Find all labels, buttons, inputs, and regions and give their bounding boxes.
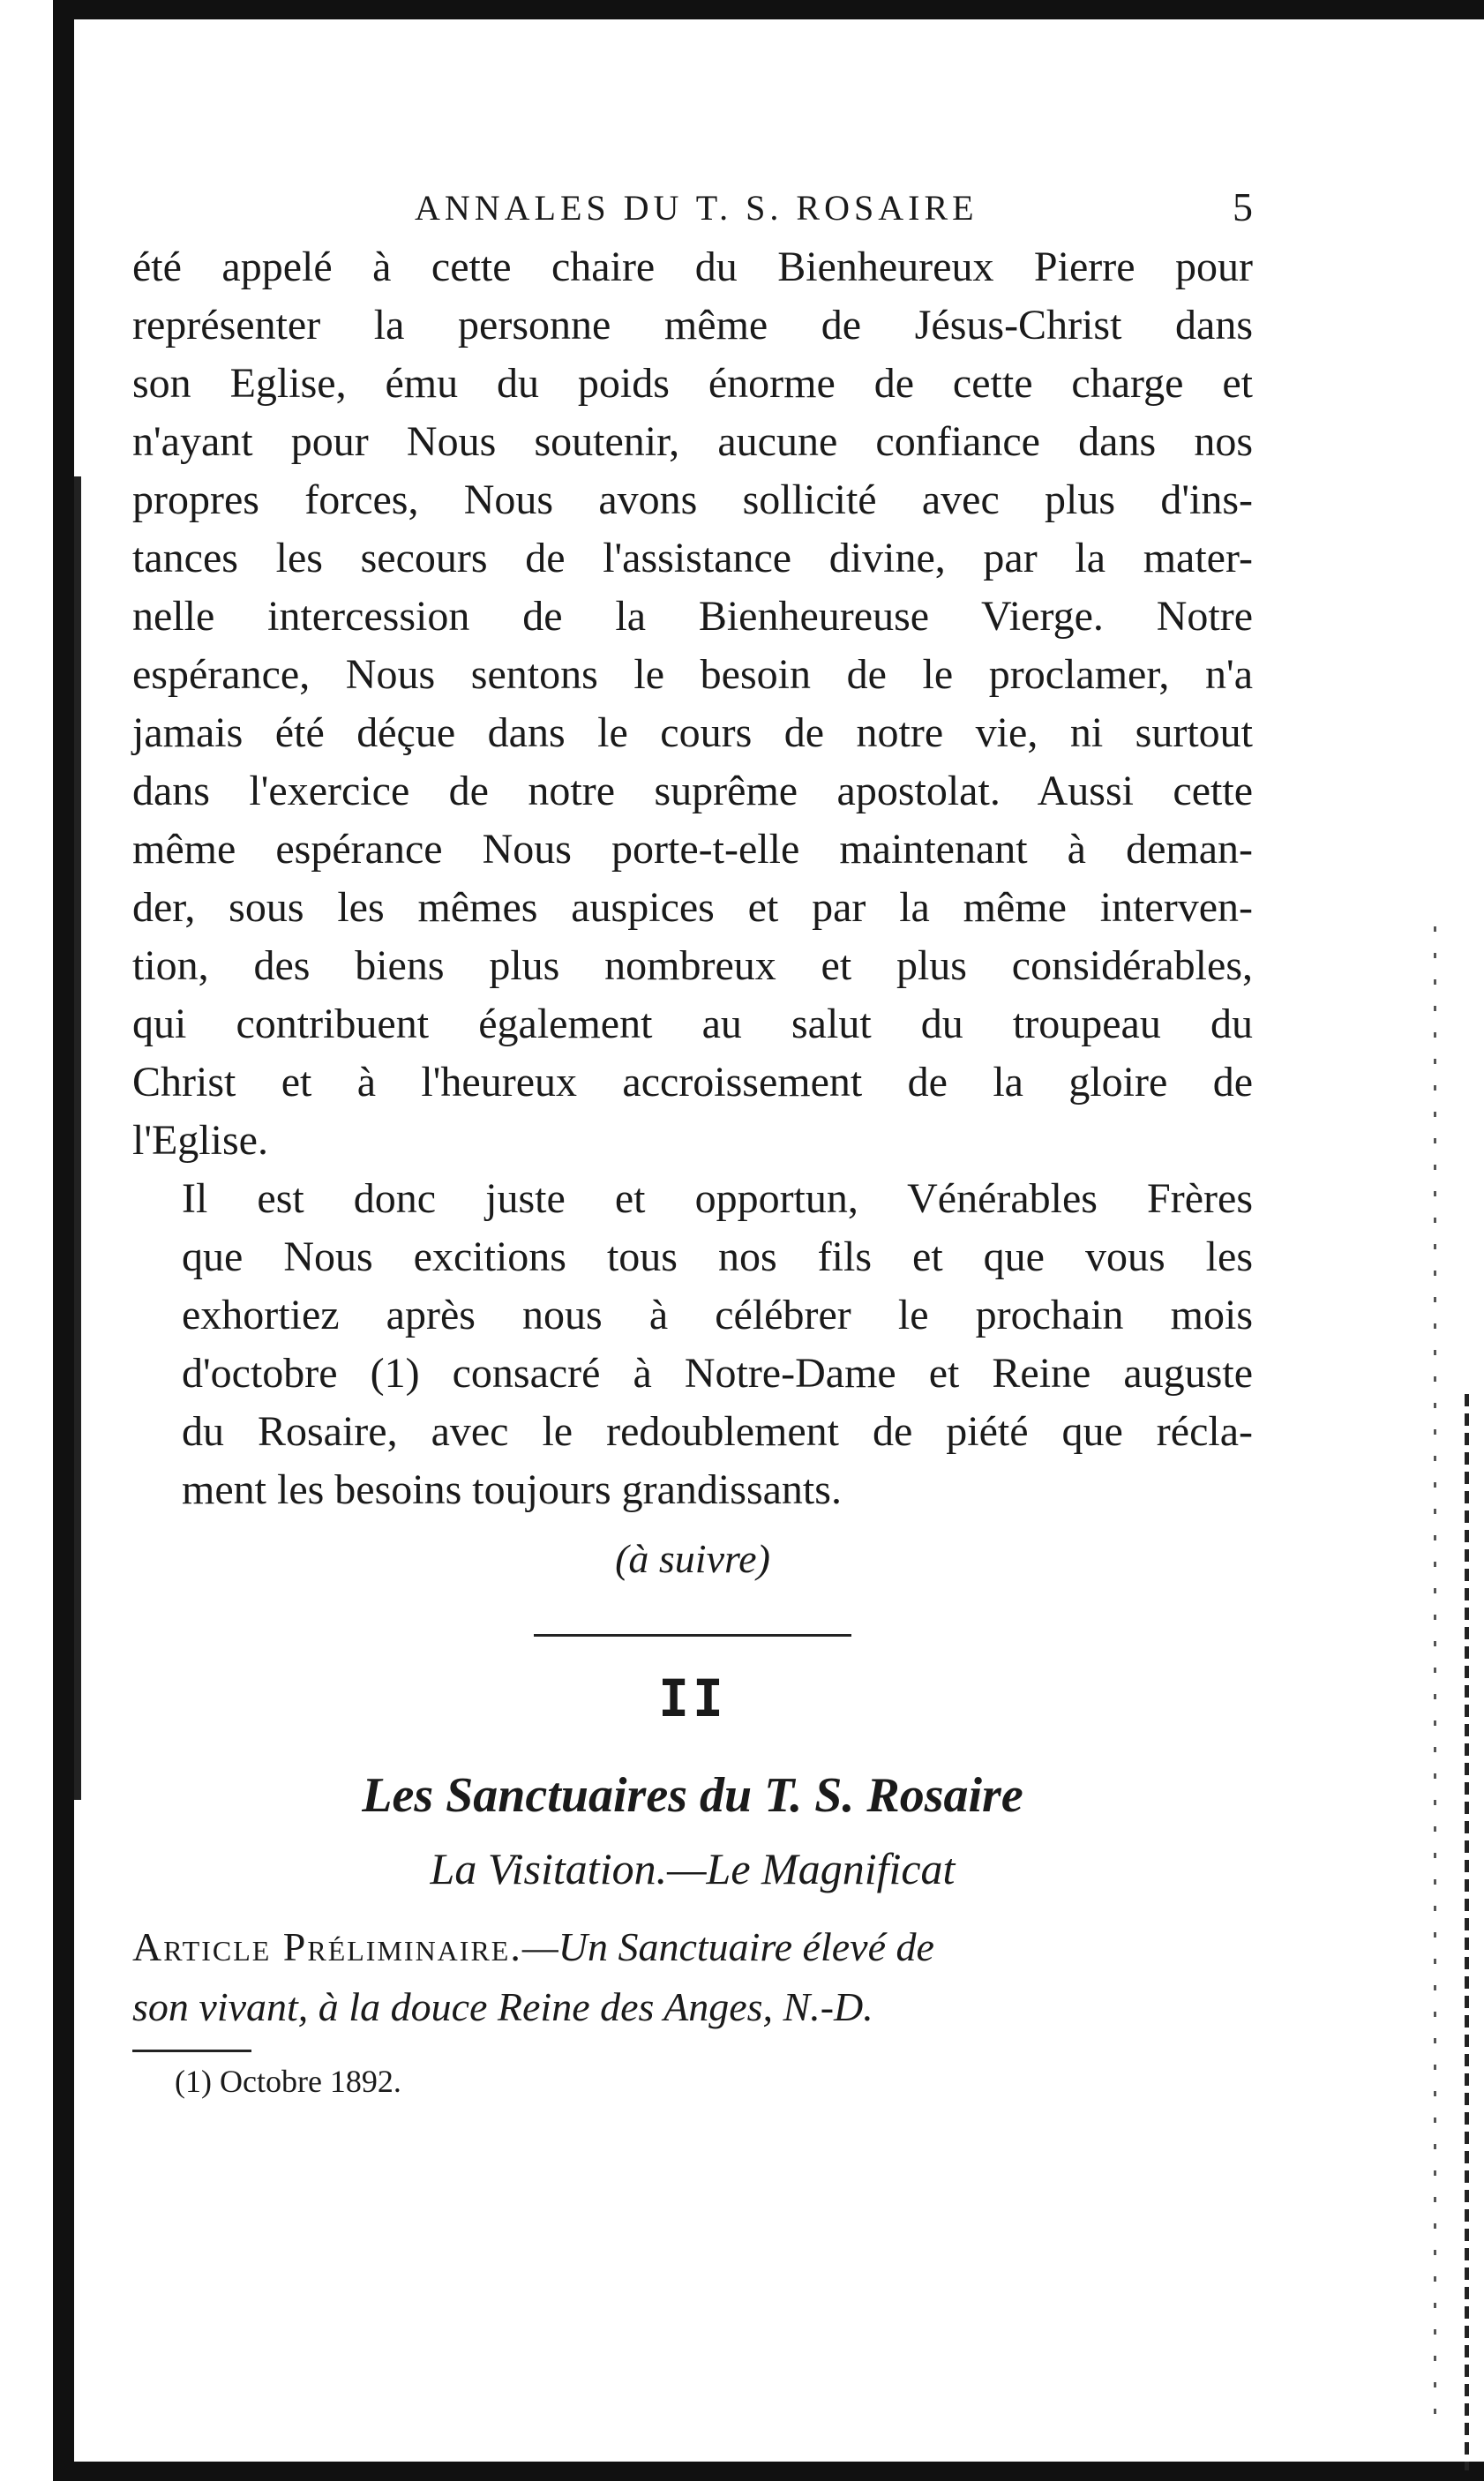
paragraph1-line: tion, des biens plus nombreux et plus considérables, [132, 942, 1253, 989]
paragraph2-line: ment les besoins toujours grandissants. [182, 1466, 842, 1513]
paragraph2-line: exhortiez après nous à célébrer le prochain mois [182, 1292, 1253, 1338]
scan-top-border [53, 0, 1484, 19]
section-title: Les Sanctuaires du T. S. Rosaire [362, 1768, 1023, 1823]
paragraph1-line: jamais été déçue dans le cours de notre vie, ni surtout [132, 709, 1253, 756]
article-label: Article Préliminaire. [132, 1924, 522, 1969]
paragraph2-line: que Nous excitions tous nos fils et que vous les [182, 1233, 1253, 1280]
paragraph2-line: Il est donc juste et opportun, Vénérables Frères [182, 1175, 1253, 1222]
paragraph2-line: du Rosaire, avec le redoublement de piété que récla- [182, 1408, 1253, 1455]
paragraph1-line: même espérance Nous porte-t-elle maintenant à deman- [132, 826, 1253, 873]
to-be-continued: (à suivre) [615, 1536, 770, 1581]
scan-bottom-border [74, 2462, 1484, 2481]
section-rule [534, 1634, 851, 1637]
paragraph1-line: tances les secours de l'assistance divine, par la mater- [132, 535, 1253, 581]
footnote-rule [132, 2050, 251, 2052]
section-number: II [658, 1668, 727, 1728]
paragraph1-line: espérance, Nous sentons le besoin de le proclamer, n'a [132, 651, 1253, 698]
paragraph1-line: Christ et à l'heureux accroissement de la gloire de [132, 1059, 1253, 1106]
paragraph1-line: qui contribuent également au salut du troupeau du [132, 1001, 1253, 1047]
paragraph1-line: dans l'exercice de notre suprême apostolat. Aussi cette [132, 768, 1253, 814]
paragraph1-line: propres forces, Nous avons sollicité avec plus d'ins- [132, 476, 1253, 523]
footnote: (1) Octobre 1892. [175, 2064, 401, 2099]
scan-left-shadow [74, 476, 81, 1800]
paragraph-1 [132, 238, 1253, 1170]
main-text [132, 238, 1253, 1588]
running-head [132, 176, 1253, 238]
paragraph2-line: d'octobre (1) consacré à Notre-Dame et Reine auguste [182, 1350, 1253, 1397]
article-text-line1: —Un Sanctuaire élevé de [521, 1924, 934, 1969]
paragraph-2 [132, 1170, 1253, 1519]
running-title: ANNALES DU T. S. ROSAIRE [415, 188, 978, 228]
article-heading [132, 1917, 1253, 2037]
paragraph1-line: nelle intercession de la Bienheureuse Vierge. Notre [132, 593, 1253, 640]
paragraph1-line: l'Eglise. [132, 1117, 268, 1164]
paragraph1-line: der, sous les mêmes auspices et par la même interven- [132, 884, 1253, 931]
section-subtitle: La Visitation.—Le Magnificat [430, 1844, 956, 1893]
scan-right-edge [1465, 1394, 1469, 2470]
scan-right-speckle [1434, 926, 1436, 2426]
paragraph1-line: n'ayant pour Nous soutenir, aucune confiance dans nos [132, 418, 1253, 465]
paragraph1-line: été appelé à cette chaire du Bienheureux Pierre pour [132, 244, 1253, 290]
page-number: 5 [1233, 184, 1253, 229]
paragraph1-line: représenter la personne même de Jésus-Christ dans [132, 302, 1253, 349]
book-page [132, 176, 1253, 2100]
article-text-line2: son vivant, à la douce Reine des Anges, N.-D. [132, 1984, 873, 2029]
scan-left-border [53, 0, 74, 2481]
paragraph1-line: son Eglise, ému du poids énorme de cette charge et [132, 360, 1253, 407]
